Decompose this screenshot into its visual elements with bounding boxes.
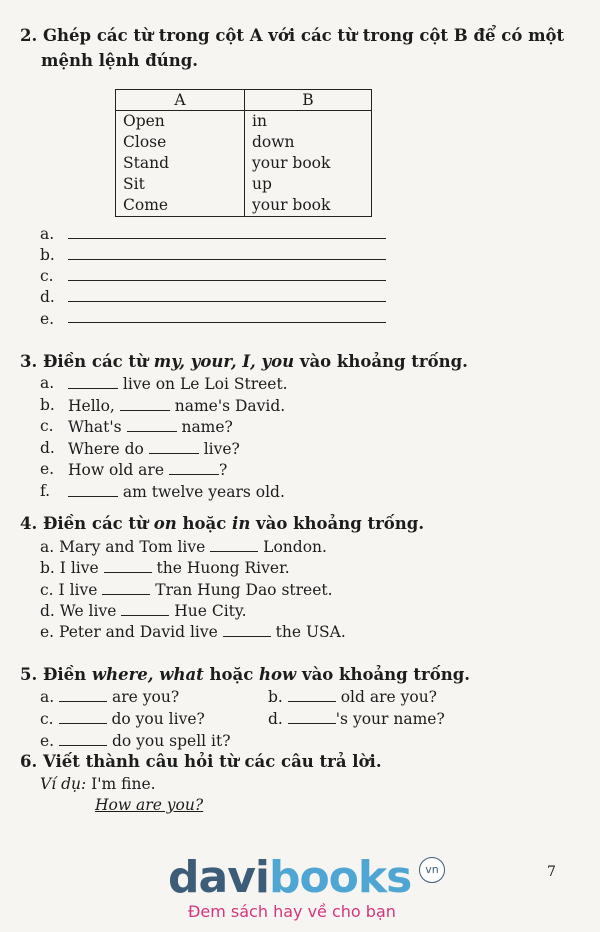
table-cell: Close (116, 132, 245, 153)
table-cell: Stand (116, 153, 245, 174)
col-b-header: B (245, 90, 372, 111)
blank-field[interactable] (104, 558, 152, 573)
s3-item-d-text: Where do live? (68, 440, 240, 458)
s3-item-f-text: am twelve years old. (68, 482, 285, 501)
s5-item-a: a. are you? (40, 688, 180, 706)
s4-item-a: a. Mary and Tom live London. (40, 538, 327, 556)
s6-example-answer: How are you? (95, 796, 204, 814)
s6-example: Ví dụ: I'm fine. (40, 775, 156, 793)
page-number: 7 (547, 864, 556, 880)
s3-item-c: c. (40, 417, 54, 435)
matching-table (115, 89, 372, 217)
answer-line[interactable] (68, 259, 386, 260)
blank-field[interactable] (68, 374, 118, 389)
blank-field[interactable] (223, 622, 271, 637)
answer-label-e: e. (40, 310, 55, 328)
s5-item-e: e. do you spell it? (40, 732, 231, 750)
table-cell: in (245, 111, 372, 133)
table-cell: Come (116, 195, 245, 217)
blank-field[interactable] (59, 731, 107, 746)
s3-item-a: a. (40, 374, 55, 392)
s5-item-d: d. 's your name? (268, 710, 445, 728)
s5-item-b: b. old are you? (268, 688, 437, 706)
answer-line[interactable] (68, 322, 386, 323)
s2-title-line2: mệnh lệnh đúng. (41, 51, 199, 70)
s2-title-line1: 2. Ghép các từ trong cột A với các từ trong cột B để có một (20, 26, 565, 45)
blank-field[interactable] (59, 709, 107, 724)
table-row (116, 153, 372, 174)
logo-tagline: Đem sách hay về cho bạn (188, 902, 396, 921)
answer-label-b: b. (40, 246, 55, 264)
answer-line[interactable] (68, 238, 386, 239)
answer-label-d: d. (40, 288, 55, 306)
table-row (116, 174, 372, 195)
blank-field[interactable] (288, 687, 336, 702)
answer-label-c: c. (40, 267, 54, 285)
table-row (116, 195, 372, 217)
vn-badge: vn (419, 857, 445, 883)
s4-title: 4. Điền các từ on hoặc in vào khoảng trống. (20, 514, 425, 533)
answer-line[interactable] (68, 280, 386, 281)
blank-field[interactable] (68, 482, 118, 497)
s3-item-c-text: What's name? (68, 418, 233, 436)
blank-field[interactable] (288, 709, 336, 724)
blank-field[interactable] (149, 439, 199, 454)
s5-item-c: c. do you live? (40, 710, 205, 728)
s3-item-a-text: live on Le Loi Street. (68, 374, 288, 393)
blank-field[interactable] (102, 580, 150, 595)
s3-item-d: d. (40, 439, 55, 457)
s4-item-b: b. I live the Huong River. (40, 559, 290, 577)
table-cell: Open (116, 111, 245, 133)
table-row (116, 111, 372, 133)
s3-title: 3. Điền các từ my, your, I, you vào khoảng trống. (20, 352, 468, 371)
blank-field[interactable] (127, 417, 177, 432)
s3-item-e: e. (40, 460, 55, 478)
answer-line[interactable] (68, 301, 386, 302)
blank-field[interactable] (121, 601, 169, 616)
col-a-header: A (116, 90, 245, 111)
davibooks-logo: davibooks (168, 852, 412, 903)
s5-title: 5. Điền where, what hoặc how vào khoảng trống. (20, 665, 471, 684)
table-row (116, 132, 372, 153)
table-cell: your book (245, 195, 372, 217)
blank-field[interactable] (210, 537, 258, 552)
s3-item-f: f. (40, 482, 51, 500)
table-cell: Sit (116, 174, 245, 195)
blank-field[interactable] (169, 460, 219, 475)
s3-item-b-text: Hello, name's David. (68, 397, 286, 415)
s4-item-e: e. Peter and David live the USA. (40, 623, 346, 641)
s3-item-b: b. (40, 396, 55, 414)
table-cell: up (245, 174, 372, 195)
table-cell: your book (245, 153, 372, 174)
s4-item-d: d. We live Hue City. (40, 602, 247, 620)
s3-item-e-text: How old are ? (68, 461, 228, 479)
blank-field[interactable] (59, 687, 107, 702)
answer-label-a: a. (40, 225, 55, 243)
blank-field[interactable] (120, 396, 170, 411)
table-cell: down (245, 132, 372, 153)
s6-title: 6. Viết thành câu hỏi từ các câu trả lời. (20, 752, 382, 771)
s4-item-c: c. I live Tran Hung Dao street. (40, 581, 333, 599)
